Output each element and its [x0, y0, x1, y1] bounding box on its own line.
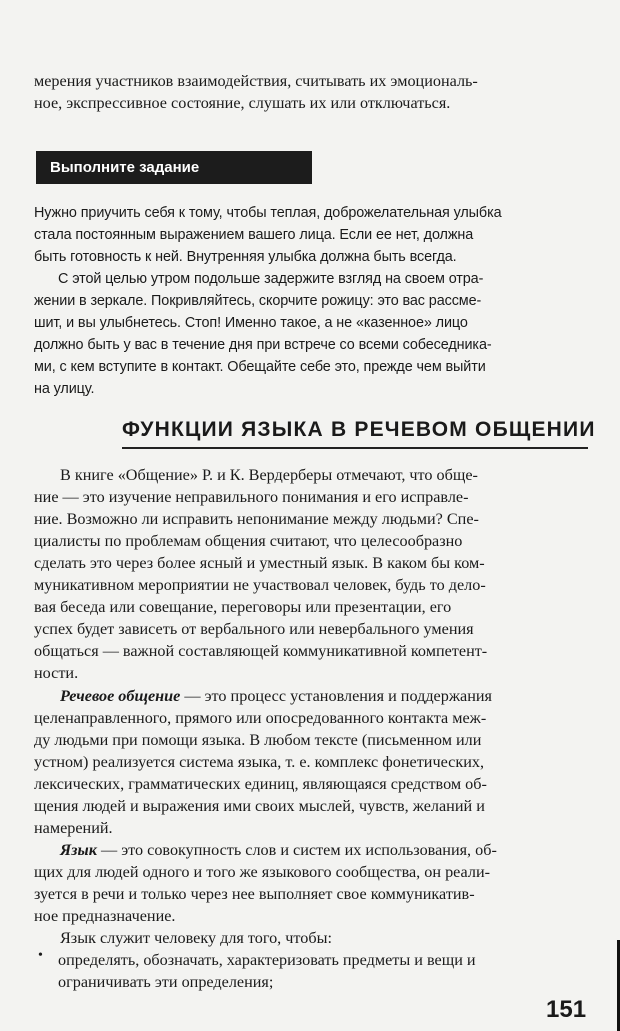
task-line-4: С этой целью утром подольше задержите взгляд на своем отра- [58, 271, 484, 287]
p2-line-1-rest: — это процесс установления и поддержания [180, 687, 492, 705]
bullet-line-1: определять, обозначать, характеризовать предметы и вещи и [58, 951, 476, 969]
p3-line-2: щих для людей одного и того же языкового сообщества, он реали- [34, 863, 491, 881]
task-banner [36, 151, 312, 184]
p1-line-10: ности. [34, 664, 79, 682]
p2-line-1 [60, 685, 602, 707]
term-speech-communication: Речевое общение [60, 687, 181, 705]
section-title: ФУНКЦИИ ЯЗЫКА В РЕЧЕВОМ ОБЩЕНИИ [122, 418, 596, 441]
p2-line-3: ду людьми при помощи языка. В любом тексте (письменном или [34, 731, 482, 749]
p2-line-7: намерений. [34, 819, 113, 837]
p1-line-4: циалисты по проблемам общения считают, что целесообразно [34, 532, 463, 550]
p3-line-3: зуется в речи и только через нее выполняет свое коммуникатив- [34, 885, 475, 903]
p1-line-7: вая беседа или совещание, переговоры или презентации, его [34, 598, 452, 616]
intro-line-2: ное, экспрессивное состояние, слушать их или отключаться. [34, 94, 451, 112]
page-number: 151 [546, 996, 587, 1023]
p3-line-4: ное предназначение. [34, 907, 176, 925]
task-line-9: на улицу. [34, 381, 95, 397]
p1-line-2: ние — это изучение неправильного понимания и его исправле- [34, 488, 469, 506]
p2-line-5: лексических, грамматических единиц, являющаяся средством об- [34, 775, 487, 793]
bullet-icon: • [38, 948, 43, 963]
term-language: Язык [60, 841, 97, 859]
p2-line-4: устном) реализуется система языка, т. е. комплекс фонетических, [34, 753, 485, 771]
p1-line-6: муникативном мероприятии не участвовал человек, будь то дело- [34, 576, 486, 594]
bullet-line-2: ограничивать эти определения; [58, 973, 274, 991]
task-line-1: Нужно приучить себя к тому, чтобы теплая, доброжелательная улыбка [34, 205, 502, 221]
p1-line-5: сделать это через более ясный и уместный язык. В каком бы ком- [34, 554, 485, 572]
task-line-2: стала постоянным выражением вашего лица. Если ее нет, должна [34, 227, 474, 243]
task-line-5: жении в зеркале. Покривляйтесь, скорчите рожицу: это вас рассме- [34, 293, 482, 309]
p1-line-3: ние. Возможно ли исправить непонимание между людьми? Спе- [34, 510, 479, 528]
p3-line-1 [60, 839, 602, 861]
p4-line: Язык служит человеку для того, чтобы: [60, 929, 332, 947]
p2-line-6: щения людей и выражения ими своих мыслей, чувств, желаний и [34, 797, 485, 815]
p3-line-1-rest: — это совокупность слов и систем их использования, об- [96, 841, 497, 859]
section-title-underline [122, 447, 588, 449]
intro-line-1: мерения участников взаимодействия, считывать их эмоциональ- [34, 72, 478, 90]
p2-line-2: целенаправленного, прямого или опосредованного контакта меж- [34, 709, 487, 727]
task-line-8: ми, с кем вступите в контакт. Обещайте себе это, прежде чем выйти [34, 359, 486, 375]
p1-line-9: общаться — важной составляющей коммуникативной компетент- [34, 642, 488, 660]
task-line-3: быть готовность к ней. Внутренняя улыбка должна быть всегда. [34, 249, 457, 265]
p1-line-8: успех будет зависеть от вербального или невербального умения [34, 620, 474, 638]
task-line-7: должно быть у вас в течение дня при встрече со всеми собеседника- [34, 337, 492, 353]
p1-line-1: В книге «Общение» Р. и К. Вердерберы отмечают, что обще- [60, 466, 478, 484]
task-banner-label: Выполните задание [50, 159, 200, 176]
task-line-6: шит, и вы улыбнетесь. Стоп! Именно такое, а не «казенное» лицо [34, 315, 468, 331]
